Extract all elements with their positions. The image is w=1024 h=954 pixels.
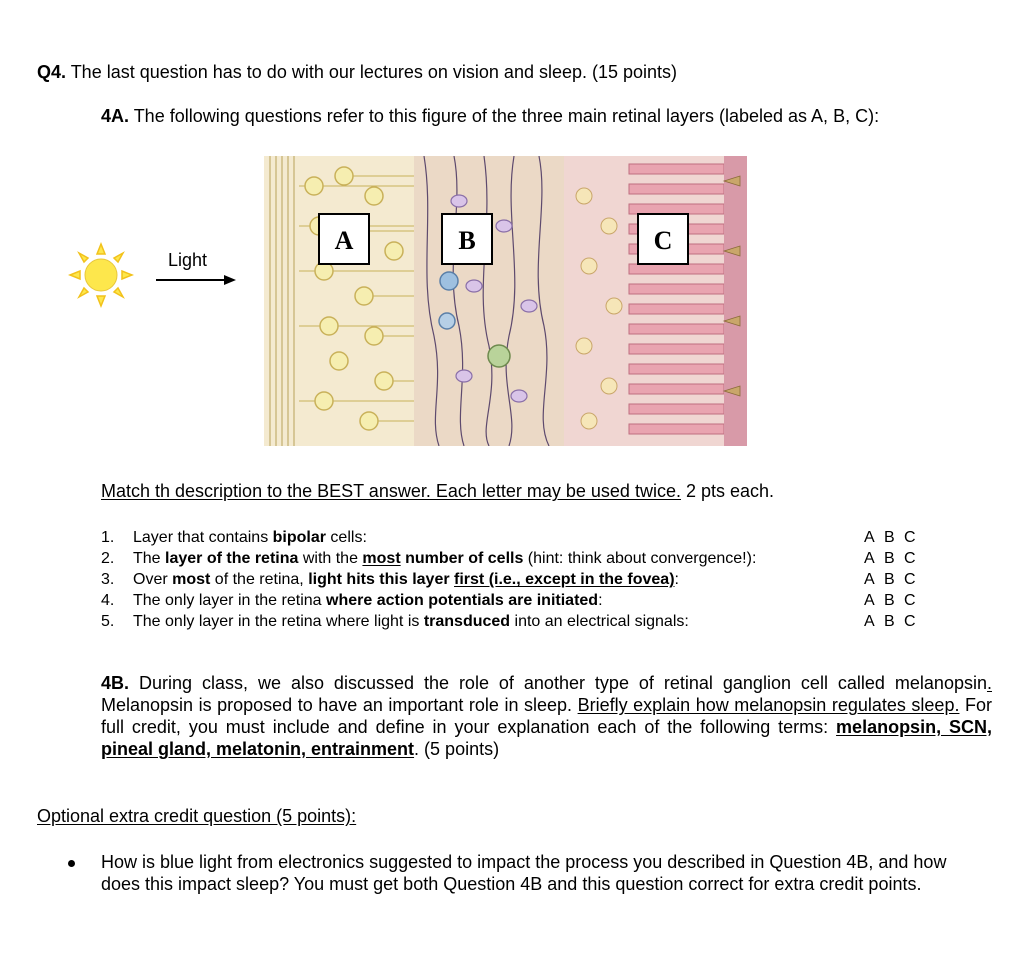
item-text: (hint: think about convergence!):: [523, 550, 757, 567]
list-item: [101, 611, 756, 632]
choice-row: [864, 548, 924, 569]
item-number: 3.: [101, 571, 115, 588]
extra-credit-heading: [37, 806, 356, 827]
choice-c[interactable]: C: [904, 592, 916, 609]
choice-a[interactable]: A: [864, 613, 875, 630]
item-bold: where action potentials are initiated: [326, 592, 599, 609]
item-number: 1.: [101, 529, 115, 546]
q4b-points: . (5 points): [414, 739, 500, 759]
question-4a-heading: [101, 106, 879, 127]
item-number: 2.: [101, 550, 115, 567]
item-bold: layer of the retina: [165, 550, 299, 567]
q4b-text: For full credit, you must include and define in your explanation each of the following terms:: [101, 695, 992, 737]
item-number: 5.: [101, 613, 115, 630]
choice-c[interactable]: C: [904, 529, 916, 546]
choice-a[interactable]: A: [864, 571, 875, 588]
list-item: [101, 527, 756, 548]
item-bold: transduced: [423, 613, 511, 630]
item-text: :: [598, 592, 603, 609]
q4b-required-terms: melanopsin, SCN, pineal gland, melatonin, entrainment: [101, 717, 992, 759]
layer-a-label: A: [334, 226, 354, 255]
item-bold: number of cells: [400, 550, 524, 567]
item-bold-underlined: most: [362, 550, 401, 567]
item-text: of the retina,: [210, 571, 309, 588]
item-bold-underlined: first (i.e., except in the fovea): [454, 571, 675, 588]
layer-c-label: C: [653, 226, 673, 255]
item-text: The only layer in the retina where light is: [133, 613, 424, 630]
item-text: The only layer in the retina: [133, 592, 326, 609]
bullet-icon: [68, 860, 75, 867]
light-arrow-icon: [156, 273, 236, 287]
question-4b: [101, 672, 992, 760]
q4a-label: 4A.: [101, 106, 130, 126]
item-bold: most: [172, 571, 211, 588]
match-points: 2 pts each.: [680, 481, 775, 501]
choice-b[interactable]: B: [884, 613, 895, 630]
choice-a[interactable]: A: [864, 529, 875, 546]
item-text: cells:: [325, 529, 367, 546]
extra-credit-question: How is blue light from electronics suggested to impact the process you described in Question 4B, and how does this impact sleep? You must get both Question 4B and this question correct for extra credit points.: [101, 852, 947, 894]
choice-row: [864, 611, 924, 632]
match-question-list: [101, 527, 756, 632]
choice-row: [864, 569, 924, 590]
match-instructions-underlined: Match th description to the BEST answer. Each letter may be used twice.: [101, 481, 681, 501]
item-number: 4.: [101, 592, 115, 609]
item-bold: light hits this layer: [308, 571, 455, 588]
item-bold: bipolar: [272, 529, 326, 546]
choice-a[interactable]: A: [864, 592, 875, 609]
item-text: The: [133, 550, 166, 567]
item-text: :: [674, 571, 679, 588]
choice-b[interactable]: B: [884, 592, 895, 609]
q4b-text: During class, we also discussed the role of another type of retinal ganglion cell called melanopsin: [129, 673, 987, 693]
item-text: into an electrical signals:: [510, 613, 689, 630]
choice-b[interactable]: B: [884, 571, 895, 588]
retina-layers-figure: [264, 156, 747, 446]
choice-b[interactable]: B: [884, 529, 895, 546]
item-text: Over: [133, 571, 173, 588]
list-item: [101, 569, 756, 590]
q4-text: The last question has to do with our lectures on vision and sleep. (15 points): [66, 62, 678, 82]
choice-b[interactable]: B: [884, 550, 895, 567]
item-text: Layer that contains: [133, 529, 273, 546]
list-item: [101, 548, 756, 569]
layer-b-label: B: [458, 226, 476, 255]
q4-label: Q4.: [37, 62, 67, 82]
q4b-text: Melanopsin is proposed to have an important role in sleep.: [101, 695, 578, 715]
q4b-underlined-prompt: Briefly explain how melanopsin regulates sleep.: [577, 695, 960, 715]
match-instructions: [101, 481, 774, 502]
list-item: [101, 590, 756, 611]
choice-c[interactable]: C: [904, 613, 916, 630]
extra-credit-title: Optional extra credit question (5 points):: [37, 806, 357, 826]
q4b-label: 4B.: [101, 673, 130, 693]
choice-a[interactable]: A: [864, 550, 875, 567]
light-label: Light: [168, 250, 208, 270]
choice-row: [864, 527, 924, 548]
choice-c[interactable]: C: [904, 571, 916, 588]
choice-row: [864, 590, 924, 611]
question-4-heading: [37, 62, 677, 83]
sun-icon: [68, 242, 134, 308]
q4b-dot: .: [986, 673, 992, 693]
choice-c[interactable]: C: [904, 550, 916, 567]
answer-choices: [864, 527, 924, 632]
item-text: with the: [298, 550, 363, 567]
q4a-text: The following questions refer to this figure of the three main retinal layers (labeled as A, B, C):: [129, 106, 880, 126]
